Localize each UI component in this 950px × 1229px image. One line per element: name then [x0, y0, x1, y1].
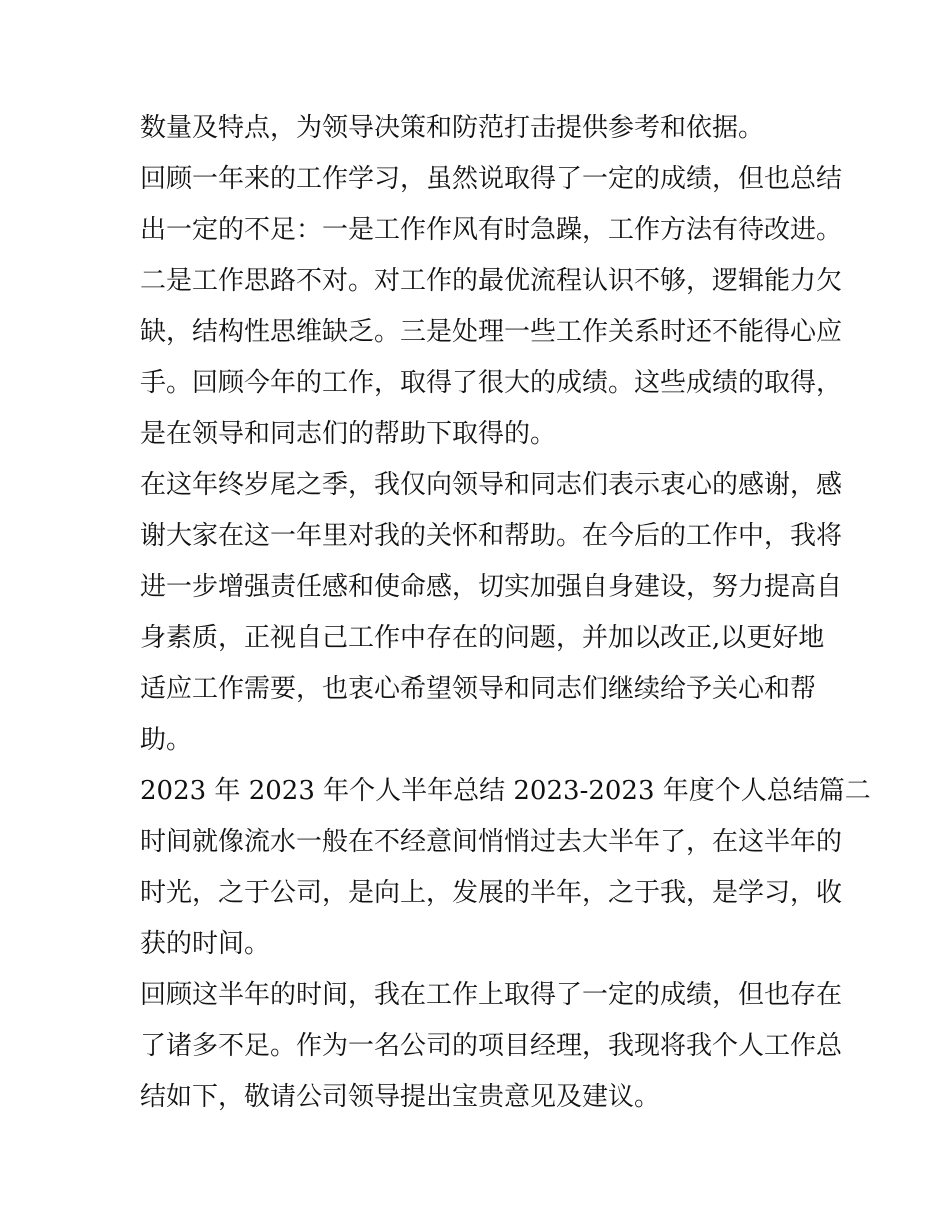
text-line: 时间就像流水一般在不经意间悄悄过去大半年了，在这半年的: [140, 827, 843, 857]
text-line: 助。: [140, 725, 193, 755]
text-line: 是在领导和同志们的帮助下取得的。: [140, 419, 557, 449]
text-line: 回顾这半年的时间，我在工作上取得了一定的成绩，但也存在: [140, 980, 843, 1010]
text-line: 谢大家在这一年里对我的关怀和帮助。在今后的工作中，我将: [140, 521, 843, 551]
text-line: 身素质，正视自己工作中存在的问题，并加以改正,以更好地: [140, 623, 825, 653]
text-line: 数量及特点，为领导决策和防范打击提供参考和依据。: [140, 113, 765, 143]
text-line: 了诸多不足。作为一名公司的项目经理，我现将我个人工作总: [140, 1031, 843, 1061]
text-line: 缺，结构性思维缺乏。三是处理一些工作关系时还不能得心应: [140, 317, 843, 347]
text-line: 手。回顾今年的工作，取得了很大的成绩。这些成绩的取得，: [140, 368, 843, 398]
text-line: 结如下，敬请公司领导提出宝贵意见及建议。: [140, 1082, 661, 1112]
text-line: 获的时间。: [140, 929, 271, 959]
text-line: 二是工作思路不对。对工作的最优流程认识不够，逻辑能力欠: [140, 266, 843, 296]
text-line: 在这年终岁尾之季，我仅向领导和同志们表示衷心的感谢，感: [140, 470, 843, 500]
text-line: 出一定的不足：一是工作作风有时急躁，工作方法有待改进。: [140, 215, 843, 245]
text-line: 适应工作需要，也衷心希望领导和同志们继续给予关心和帮: [140, 674, 817, 704]
text-line: 进一步增强责任感和使命感，切实加强自身建设，努力提高自: [140, 572, 843, 602]
section-heading: 2023 年 2023 年个人半年总结 2023-2023 年度个人总结篇二: [140, 776, 871, 806]
text-line: 回顾一年来的工作学习，虽然说取得了一定的成绩，但也总结: [140, 164, 843, 194]
text-line: 时光，之于公司，是向上，发展的半年，之于我，是学习，收: [140, 878, 843, 908]
